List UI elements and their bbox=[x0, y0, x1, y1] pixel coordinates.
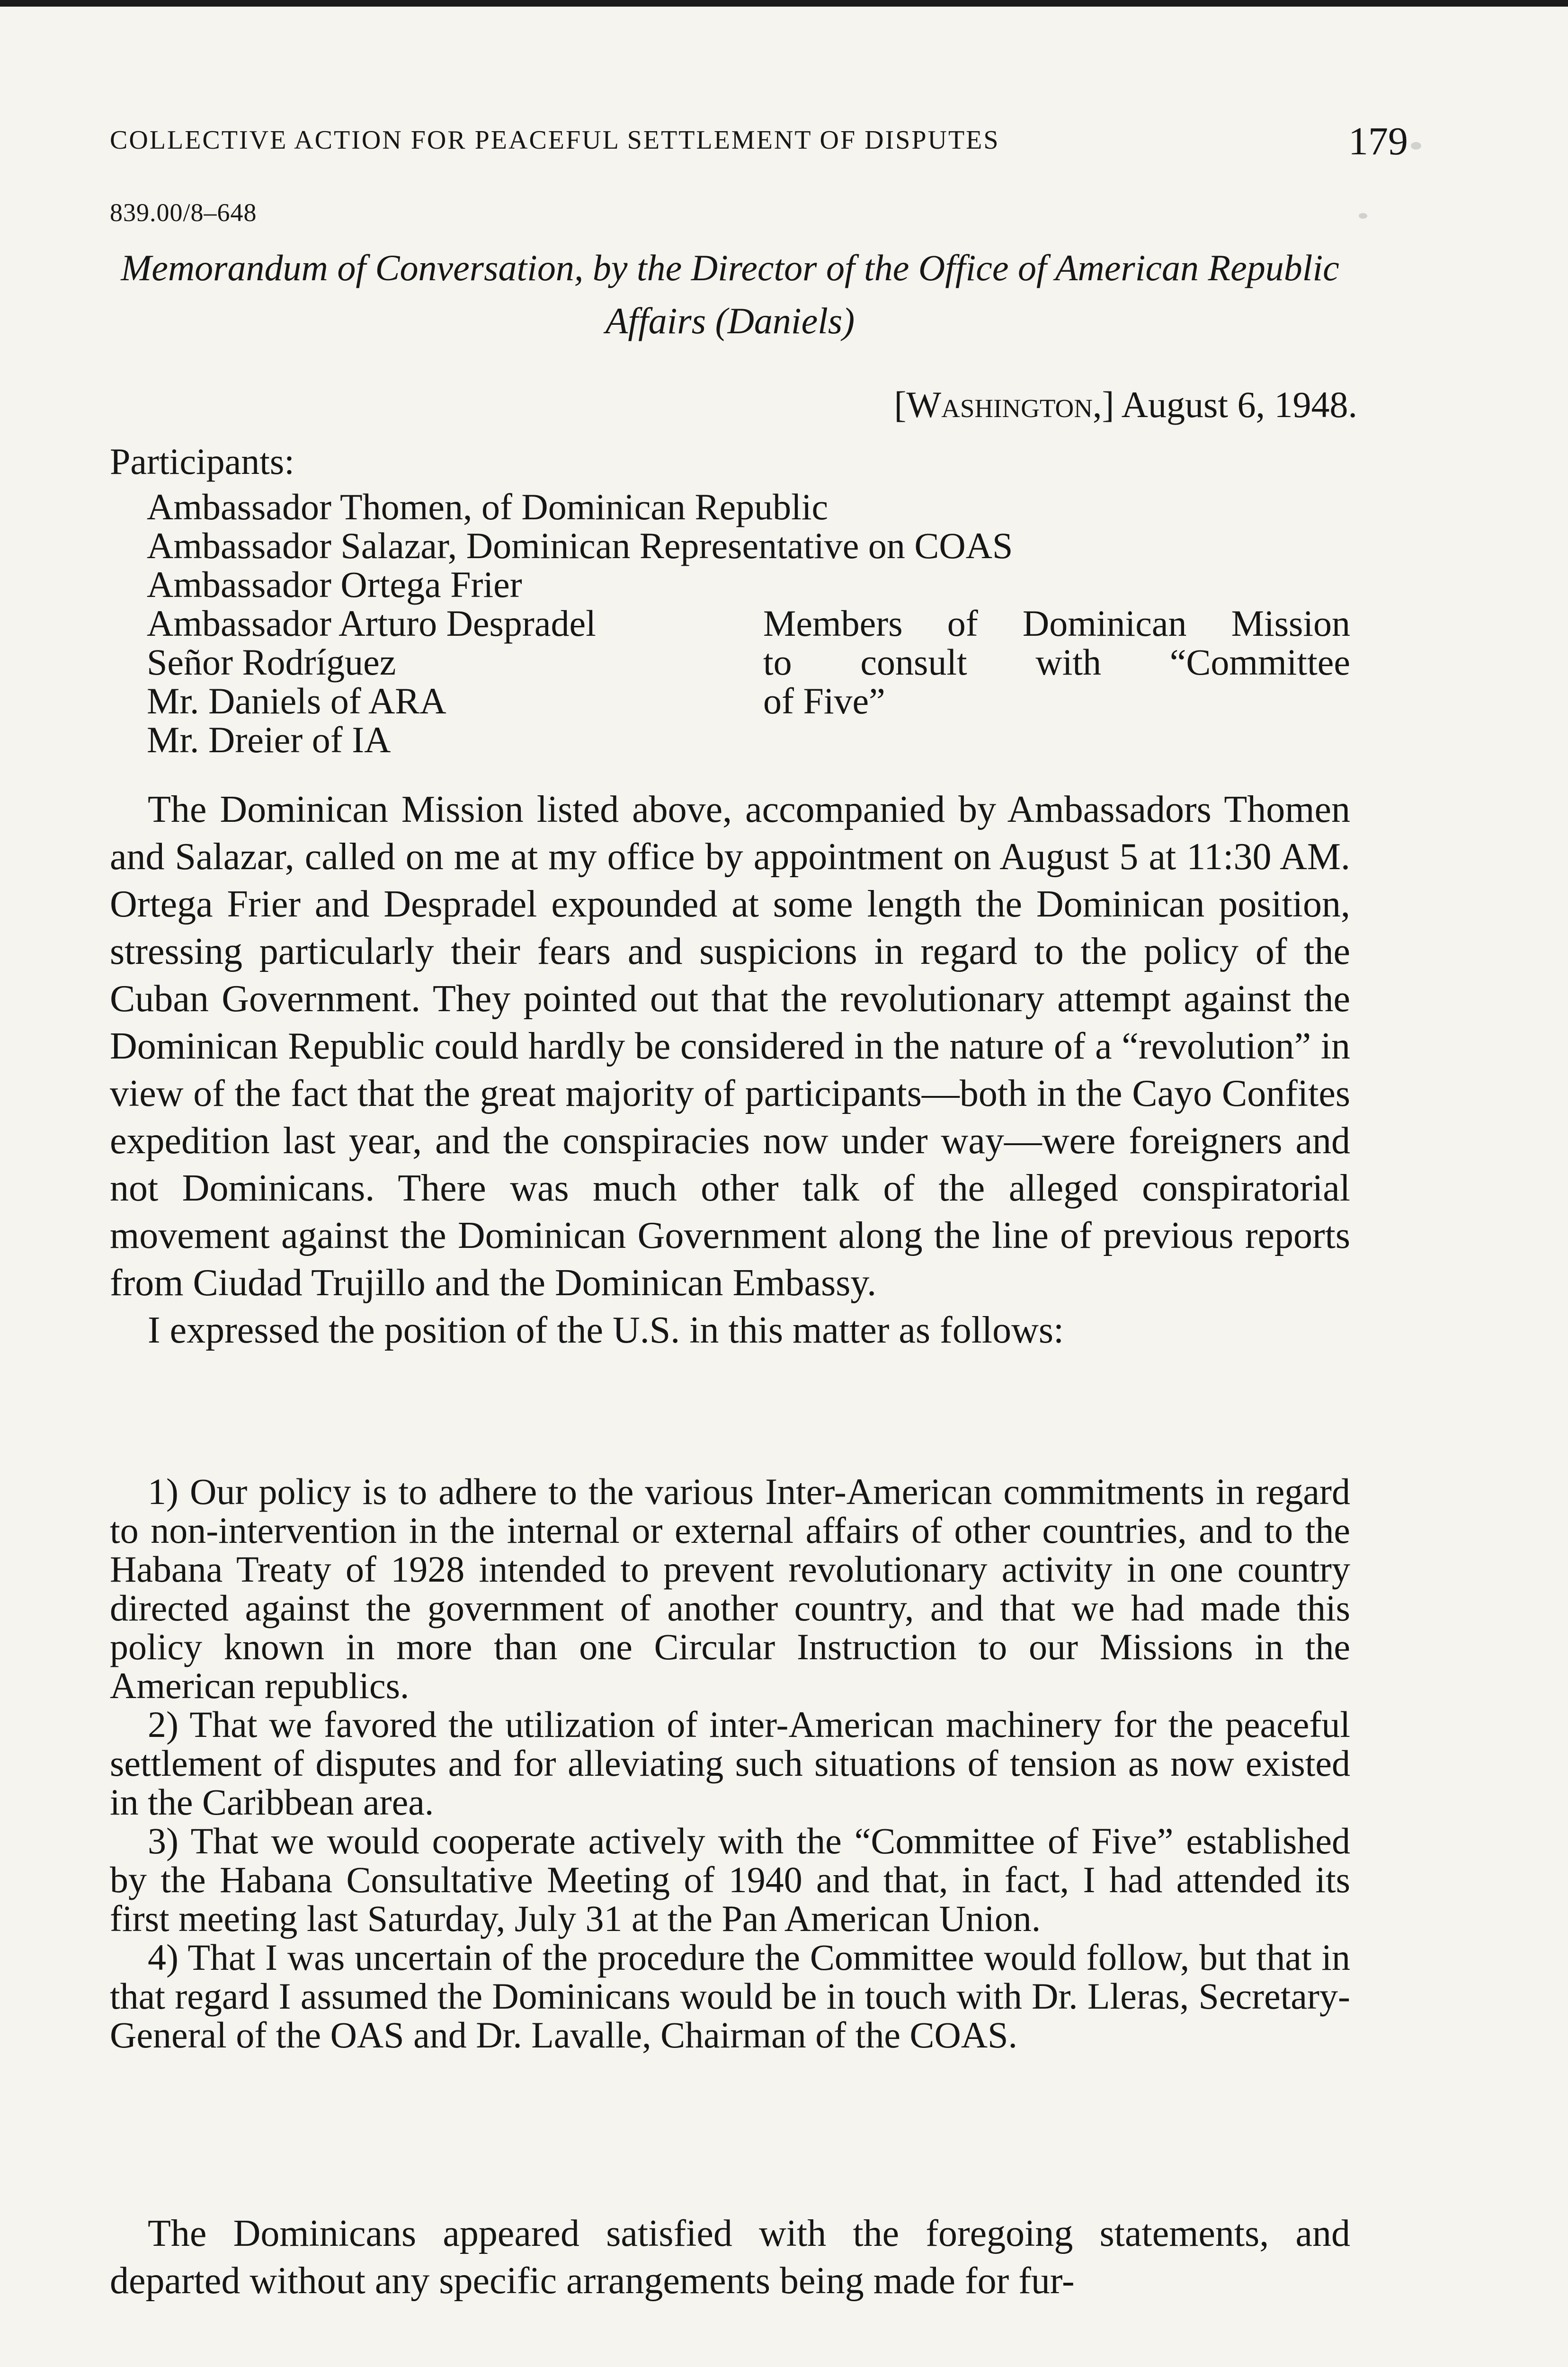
document-title: Memorandum of Conversation, by the Director of the Office of American Republic Affairs (Daniels) bbox=[121, 247, 1339, 341]
body-paragraphs bbox=[110, 786, 1350, 1354]
participant-name: Ambassador Thomen, of Dominican Republic bbox=[147, 486, 829, 527]
paragraph: The Dominican Mission listed above, accompanied by Ambassadors Thomen and Salazar, called on me at my office by appointment on August 5 at 11:30 AM. Ortega Frier and Despradel expounded at some length the Dominican position, stressing particularly their fears and suspicions in regard to the policy of the Cuban Government. They pointed out that the revolutionary attempt against the Dominican Republic could hardly be considered in the nature of a “revolution” in view of the fact that the great majority of participants—both in the Cayo Confites expedition last year, and the conspiracies now under way—were foreigners and not Dominicans. There was much other talk of the alleged conspiratorial movement against the Dominican Government along the line of previous reports from Ciudad Trujillo and the Dominican Embassy. bbox=[110, 789, 1350, 1304]
participants-label: Participants: bbox=[110, 441, 294, 482]
participant-name: Señor Rodríguez bbox=[147, 641, 396, 683]
participant-row bbox=[147, 565, 1363, 604]
top-rule bbox=[0, 0, 1568, 7]
participant-name: Ambassador Salazar, Dominican Representative on COAS bbox=[147, 525, 1013, 566]
date: August 6, 1948. bbox=[1121, 384, 1357, 425]
position-point: 1) Our policy is to adhere to the various Inter-American commitments in regard to non-intervention in the internal or external affairs of other countries, and to the Habana Treaty of 1928 intended to prevent revolutionary activity in one country directed against the government of another country, and that we had made this policy known in more than one Circular Instruction to our Missions in the American republics. bbox=[110, 1471, 1350, 1706]
position-point: 4) That I was uncertain of the procedure the Committee would follow, but that in that regard I assumed the Dominicans would be in touch with Dr. Lleras, Secretary-General of the OAS and Dr. Lavalle, Chairman of the COAS. bbox=[110, 1937, 1350, 2056]
participant-name: Mr. Dreier of IA bbox=[147, 719, 391, 760]
participant-name: Ambassador Ortega Frier bbox=[147, 564, 522, 605]
position-points bbox=[110, 1472, 1350, 2055]
participant-row bbox=[147, 526, 1363, 565]
date-line bbox=[894, 383, 1357, 426]
date-place: [Washington,] bbox=[894, 384, 1114, 425]
paragraph: The Dominicans appeared satisfied with the foregoing statements, and departed without any specific arrangements being made for fur- bbox=[110, 2213, 1350, 2302]
participant-name: Ambassador Arturo Despradel bbox=[147, 603, 596, 644]
mission-note-line: Members of Dominican Mission bbox=[763, 603, 1350, 644]
closing-paragraph bbox=[110, 2210, 1350, 2305]
page-number: 179 bbox=[1348, 119, 1408, 163]
paragraph: I expressed the position of the U.S. in this matter as follows: bbox=[148, 1309, 1064, 1351]
paper-speck bbox=[1359, 213, 1367, 219]
running-title: COLLECTIVE ACTION FOR PEACEFUL SETTLEMENT OF DISPUTES bbox=[110, 125, 1000, 155]
paper-speck bbox=[1411, 142, 1421, 150]
mission-note-line: to consult with “Committee bbox=[763, 641, 1350, 683]
running-head bbox=[110, 118, 1417, 170]
participant-name: Mr. Daniels of ARA bbox=[147, 680, 446, 721]
participant-row bbox=[147, 488, 1363, 526]
mission-note bbox=[763, 604, 1350, 721]
file-number: 839.00/8–648 bbox=[110, 198, 257, 227]
position-point: 2) That we favored the utilization of inter-American machinery for the peaceful settlement of disputes and for alleviating such situations of tension as now existed in the Caribbean area. bbox=[110, 1704, 1350, 1823]
mission-note-line: of Five” bbox=[763, 680, 885, 721]
participant-row bbox=[147, 721, 1363, 759]
position-point: 3) That we would cooperate actively with the “Committee of Five” established by the Habana Consultative Meeting of 1940 and that, in fact, I had attended its first meeting last Saturday, July 31 at the Pan American Union. bbox=[110, 1820, 1350, 1939]
